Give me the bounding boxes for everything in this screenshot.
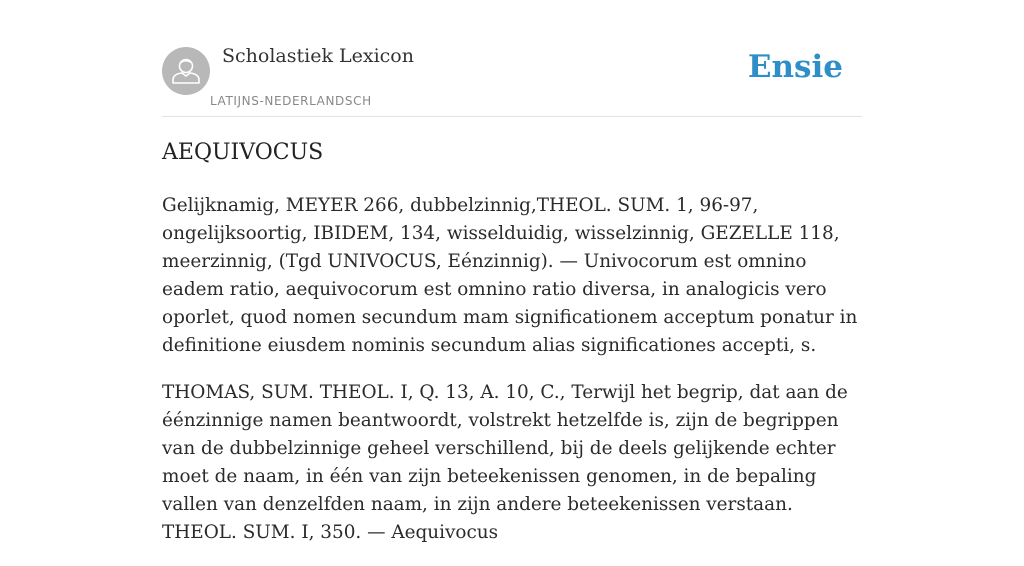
- source-title[interactable]: Scholastiek Lexicon: [222, 45, 414, 67]
- source-subtitle: LATIJNS-NEDERLANDSCH: [210, 94, 372, 108]
- entry-paragraph: Gelijknamig, MEYER 266, dubbelzinnig,THEOL. SUM. 1, 96-97, ongelijksoortig, IBIDEM, 134, wisselduidig, wisselzinnig, GEZELLE 118, meerzinnig, (Tgd UNIVOCUS, Eénzinnig). — Univocorum est omnino eadem ratio, aequivocorum est omnino ratio diversa, in analogicis vero oporlet, quod nomen secundum mam significationem acceptum ponatur in definitione eiusdem nominis secundum alias significationes accepti, s.: [162, 195, 858, 356]
- entry-paragraph: THOMAS, SUM. THEOL. I, Q. 13, A. 10, C., Terwijl het begrip, dat aan de éénzinnige namen beantwoordt, volstrekt hetzelfde is, zijn de begrippen van de dubbelzinnige geheel verschillend, bij de deels gelijkende echter moet de naam, in één van zijn beteekenissen genomen, in de bepaling vallen van denzelfden naam, in zijn andere beteekenissen verstaan. THEOL. SUM. I, 350. — Aequivocus: [162, 382, 848, 543]
- header: [162, 0, 862, 117]
- entry-body: [162, 192, 867, 566]
- entry-title: AEQUIVOCUS: [162, 140, 324, 165]
- brand-logo-link[interactable]: Ensie: [747, 49, 843, 85]
- user-silhouette-icon[interactable]: [162, 47, 210, 95]
